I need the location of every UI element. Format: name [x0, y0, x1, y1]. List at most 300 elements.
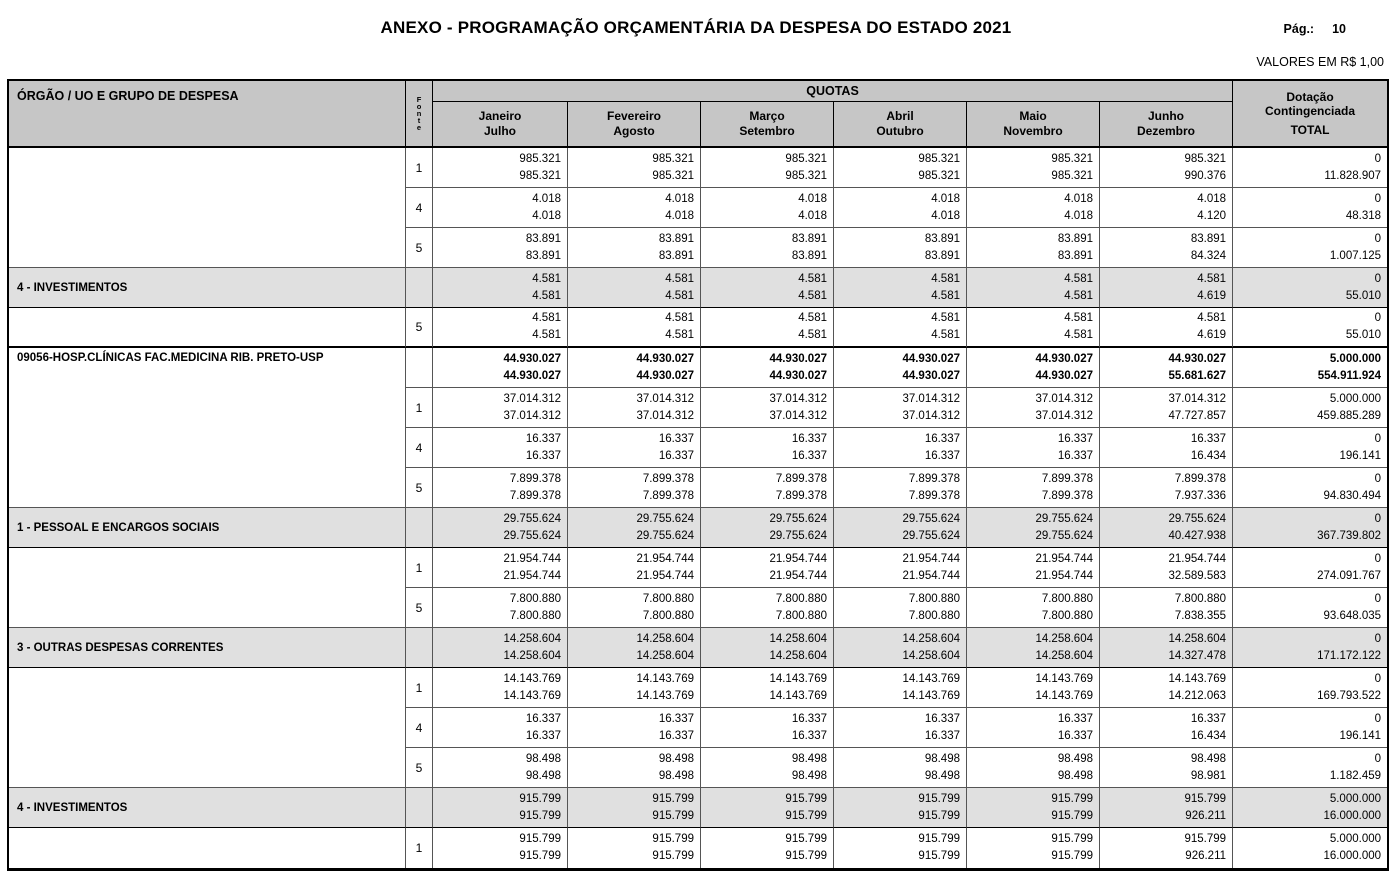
quota-cell [1100, 628, 1233, 668]
quota-cell [433, 668, 568, 708]
quota-first-semester: 7.899.378 [642, 472, 694, 485]
total-value: 459.885.289 [1317, 409, 1382, 422]
quota-first-semester: 37.014.312 [902, 392, 960, 405]
quota-cell [701, 228, 834, 268]
row-label-cell [9, 428, 406, 468]
quota-cell [701, 708, 834, 748]
total-cell [1233, 708, 1387, 748]
quota-second-semester: 37.014.312 [636, 409, 694, 422]
quota-second-semester: 14.143.769 [636, 689, 694, 702]
quota-second-semester: 915.799 [918, 809, 960, 822]
quota-first-semester: 4.018 [931, 192, 960, 205]
quota-second-semester: 4.018 [798, 209, 827, 222]
quota-second-semester: 44.930.027 [503, 369, 561, 382]
row-label-cell [9, 548, 406, 588]
quota-second-semester: 7.838.355 [1174, 609, 1227, 622]
quota-second-semester: 915.799 [918, 850, 960, 862]
total-cell [1233, 388, 1387, 428]
quota-cell [701, 188, 834, 228]
total-value: 55.010 [1345, 329, 1382, 341]
quota-cell [1100, 268, 1233, 308]
total-contingenciada: 5.000.000 [1329, 392, 1382, 405]
quota-second-semester: 4.018 [665, 209, 694, 222]
quota-first-semester: 14.143.769 [503, 672, 561, 685]
quota-second-semester: 7.800.880 [509, 609, 561, 622]
quota-second-semester: 985.321 [652, 169, 694, 182]
quota-cell [967, 188, 1100, 228]
row-label-cell [9, 268, 406, 308]
quota-second-semester: 29.755.624 [636, 529, 694, 542]
total-contingenciada: 0 [1374, 152, 1382, 165]
quota-second-semester: 83.891 [525, 249, 561, 262]
total-value: 171.172.122 [1317, 649, 1382, 662]
total-value: 196.141 [1339, 729, 1382, 742]
quota-second-semester: 14.258.604 [636, 649, 694, 662]
quota-cell [967, 508, 1100, 548]
quota-second-semester: 16.337 [791, 729, 827, 742]
quota-second-semester: 21.954.744 [503, 569, 561, 582]
quota-first-semester: 16.337 [658, 712, 694, 725]
quota-first-semester: 4.018 [798, 192, 827, 205]
quota-cell [433, 628, 568, 668]
quota-first-semester: 4.581 [931, 312, 960, 324]
total-cell [1233, 628, 1387, 668]
quota-first-semester: 915.799 [652, 833, 694, 845]
total-contingenciada: 0 [1374, 192, 1382, 205]
quota-second-semester: 21.954.744 [902, 569, 960, 582]
quota-cell [834, 748, 967, 788]
quota-second-semester: 32.589.583 [1168, 569, 1227, 582]
quota-first-semester: 4.581 [1197, 312, 1227, 324]
quota-cell [568, 668, 701, 708]
quota-cell [1100, 228, 1233, 268]
table-row [9, 588, 1387, 628]
quota-second-semester: 16.337 [791, 449, 827, 462]
quota-cell [568, 468, 701, 508]
quota-first-semester: 16.337 [1190, 712, 1227, 725]
quota-first-semester: 915.799 [918, 792, 960, 805]
fonte-cell [406, 548, 433, 588]
quota-cell [834, 708, 967, 748]
quota-second-semester: 21.954.744 [769, 569, 827, 582]
quota-first-semester: 83.891 [525, 232, 561, 245]
header-month-fev-ago: Fevereiro Agosto [568, 102, 701, 148]
quota-first-semester: 915.799 [785, 792, 827, 805]
total-contingenciada: 0 [1374, 232, 1382, 245]
quota-cell [568, 748, 701, 788]
total-value: 196.141 [1339, 449, 1382, 462]
table-row [9, 228, 1387, 268]
quota-first-semester: 14.258.604 [1035, 632, 1093, 645]
quota-first-semester: 7.899.378 [775, 472, 827, 485]
quota-second-semester: 915.799 [785, 809, 827, 822]
fonte-cell [406, 508, 433, 548]
quota-first-semester: 7.899.378 [1041, 472, 1093, 485]
row-label-cell [9, 348, 406, 388]
quota-cell [834, 548, 967, 588]
quota-second-semester: 14.143.769 [503, 689, 561, 702]
quota-second-semester: 7.800.880 [642, 609, 694, 622]
row-label-cell [9, 468, 406, 508]
quota-first-semester: 21.954.744 [636, 552, 694, 565]
quota-first-semester: 98.498 [924, 752, 960, 765]
quota-cell [701, 148, 834, 188]
quota-second-semester: 16.337 [658, 729, 694, 742]
quota-second-semester: 4.018 [931, 209, 960, 222]
quota-cell [967, 308, 1100, 348]
header-month-jan-jul: Janeiro Julho [433, 102, 568, 148]
quota-first-semester: 14.258.604 [769, 632, 827, 645]
total-value: 93.648.035 [1323, 609, 1382, 622]
values-unit-note: VALORES EM R$ 1,00 [1256, 55, 1384, 69]
row-label: 4 - INVESTIMENTOS [17, 801, 128, 814]
quota-cell [967, 228, 1100, 268]
quota-first-semester: 16.337 [525, 712, 561, 725]
page-title: ANEXO - PROGRAMAÇÃO ORÇAMENTÁRIA DA DESPESA DO ESTADO 2021 [380, 18, 1012, 37]
fonte-cell [406, 188, 433, 228]
quota-cell [433, 148, 568, 188]
header-month-jun-dez: Junho Dezembro [1100, 102, 1233, 148]
quota-cell [834, 628, 967, 668]
quota-cell [1100, 748, 1233, 788]
quota-second-semester: 55.681.627 [1168, 369, 1227, 382]
total-contingenciada: 0 [1374, 272, 1382, 285]
row-label-cell [9, 228, 406, 268]
quota-cell [701, 628, 834, 668]
quota-cell [1100, 588, 1233, 628]
quota-second-semester: 16.337 [658, 449, 694, 462]
quota-cell [701, 268, 834, 308]
fonte-value: 4 [415, 440, 423, 455]
total-cell [1233, 428, 1387, 468]
quota-second-semester: 29.755.624 [1035, 529, 1093, 542]
total-contingenciada: 5.000.000 [1329, 833, 1382, 845]
total-contingenciada: 0 [1374, 752, 1382, 765]
page-number-label: Pág.: [1283, 22, 1315, 36]
quota-cell [1100, 308, 1233, 348]
fonte-value: 1 [415, 160, 423, 175]
quota-cell [967, 668, 1100, 708]
header-month-mai-nov: Maio Novembro [967, 102, 1100, 148]
table-row [9, 348, 1387, 388]
quota-second-semester: 4.018 [1064, 209, 1093, 222]
fonte-cell [406, 348, 433, 388]
quota-second-semester: 37.014.312 [1035, 409, 1093, 422]
quota-second-semester: 7.899.378 [642, 489, 694, 502]
quota-first-semester: 915.799 [519, 833, 561, 845]
quota-second-semester: 83.891 [1057, 249, 1093, 262]
quota-second-semester: 985.321 [918, 169, 960, 182]
quota-second-semester: 915.799 [519, 850, 561, 862]
quota-cell [701, 388, 834, 428]
total-value: 16.000.000 [1323, 850, 1382, 862]
quota-cell [967, 148, 1100, 188]
quota-cell [433, 188, 568, 228]
row-label-cell [9, 708, 406, 748]
quota-cell [1100, 548, 1233, 588]
quota-cell [967, 708, 1100, 748]
quota-cell [701, 668, 834, 708]
quota-second-semester: 7.899.378 [775, 489, 827, 502]
quota-second-semester: 4.120 [1197, 209, 1227, 222]
quota-second-semester: 915.799 [1051, 809, 1093, 822]
total-value: 367.739.802 [1317, 529, 1382, 542]
quota-first-semester: 29.755.624 [769, 512, 827, 525]
quota-cell [433, 228, 568, 268]
quota-second-semester: 4.581 [798, 329, 827, 341]
total-cell [1233, 828, 1387, 868]
quota-first-semester: 985.321 [1051, 152, 1093, 165]
row-label-cell [9, 388, 406, 428]
quota-first-semester: 4.581 [532, 312, 561, 324]
row-label: 4 - INVESTIMENTOS [17, 281, 128, 294]
quota-first-semester: 915.799 [785, 833, 827, 845]
table-row [9, 468, 1387, 508]
quota-second-semester: 4.581 [931, 329, 960, 341]
quota-cell [834, 228, 967, 268]
quota-cell [701, 428, 834, 468]
quota-cell [433, 388, 568, 428]
fonte-cell [406, 308, 433, 348]
quota-first-semester: 14.143.769 [1035, 672, 1093, 685]
quota-second-semester: 14.258.604 [1035, 649, 1093, 662]
fonte-value: 5 [415, 480, 423, 495]
quota-first-semester: 4.581 [798, 272, 827, 285]
quota-first-semester: 21.954.744 [1168, 552, 1227, 565]
total-contingenciada: 0 [1374, 432, 1382, 445]
quota-first-semester: 985.321 [918, 152, 960, 165]
total-value: 94.830.494 [1323, 489, 1382, 502]
quota-first-semester: 7.899.378 [908, 472, 960, 485]
quota-cell [701, 548, 834, 588]
quota-first-semester: 37.014.312 [1035, 392, 1093, 405]
quota-second-semester: 7.899.378 [908, 489, 960, 502]
quota-first-semester: 16.337 [791, 712, 827, 725]
quota-cell [701, 588, 834, 628]
quota-first-semester: 4.581 [798, 312, 827, 324]
total-cell [1233, 508, 1387, 548]
quota-second-semester: 7.899.378 [509, 489, 561, 502]
quota-first-semester: 7.800.880 [908, 592, 960, 605]
quota-second-semester: 29.755.624 [503, 529, 561, 542]
row-label-cell [9, 628, 406, 668]
quota-cell [568, 268, 701, 308]
quota-second-semester: 14.327.478 [1168, 649, 1227, 662]
quota-first-semester: 915.799 [1051, 833, 1093, 845]
total-cell [1233, 268, 1387, 308]
table-body [9, 148, 1387, 868]
quota-second-semester: 44.930.027 [1035, 369, 1093, 382]
row-label-cell [9, 308, 406, 348]
header-month-abr-out: Abril Outubro [834, 102, 967, 148]
total-value: 48.318 [1345, 209, 1382, 222]
total-contingenciada: 0 [1374, 552, 1382, 565]
quota-first-semester: 14.258.604 [636, 632, 694, 645]
quota-second-semester: 990.376 [1184, 169, 1227, 182]
quota-cell [1100, 468, 1233, 508]
quota-first-semester: 4.018 [665, 192, 694, 205]
quota-second-semester: 14.258.604 [902, 649, 960, 662]
quota-first-semester: 14.143.769 [769, 672, 827, 685]
total-cell [1233, 308, 1387, 348]
row-label: 3 - OUTRAS DESPESAS CORRENTES [17, 641, 224, 654]
quota-first-semester: 83.891 [1057, 232, 1093, 245]
quota-second-semester: 98.498 [924, 769, 960, 782]
fonte-value: 5 [415, 320, 423, 334]
quota-cell [967, 468, 1100, 508]
quota-second-semester: 7.800.880 [775, 609, 827, 622]
quota-second-semester: 16.337 [1057, 729, 1093, 742]
quota-cell [1100, 428, 1233, 468]
quota-second-semester: 4.581 [798, 289, 827, 302]
quota-second-semester: 44.930.027 [636, 369, 694, 382]
quota-second-semester: 44.930.027 [902, 369, 960, 382]
quota-first-semester: 21.954.744 [769, 552, 827, 565]
quota-second-semester: 16.337 [924, 729, 960, 742]
total-cell [1233, 188, 1387, 228]
quota-cell [433, 348, 568, 388]
total-contingenciada: 0 [1374, 672, 1382, 685]
quota-first-semester: 83.891 [791, 232, 827, 245]
quota-first-semester: 44.930.027 [1168, 352, 1227, 365]
header-quotas: QUOTAS [433, 81, 1233, 102]
quota-cell [1100, 188, 1233, 228]
quota-second-semester: 98.498 [791, 769, 827, 782]
fonte-cell [406, 468, 433, 508]
quota-second-semester: 7.937.336 [1174, 489, 1227, 502]
quota-cell [568, 508, 701, 548]
quota-second-semester: 926.211 [1185, 850, 1227, 862]
table-row [9, 268, 1387, 308]
quota-second-semester: 44.930.027 [769, 369, 827, 382]
quota-cell [967, 428, 1100, 468]
quota-cell [834, 828, 967, 868]
quota-first-semester: 7.800.880 [509, 592, 561, 605]
total-value: 55.010 [1345, 289, 1382, 302]
row-label: 1 - PESSOAL E ENCARGOS SOCIAIS [17, 521, 220, 534]
quota-cell [568, 828, 701, 868]
quota-cell [433, 548, 568, 588]
fonte-cell [406, 268, 433, 308]
fonte-cell [406, 748, 433, 788]
row-label-cell [9, 788, 406, 828]
quota-first-semester: 16.337 [1190, 432, 1227, 445]
quota-first-semester: 83.891 [1190, 232, 1227, 245]
quota-cell [834, 388, 967, 428]
row-label: 09056-HOSP.CLÍNICAS FAC.MEDICINA RIB. PRETO-USP [17, 352, 324, 364]
quota-second-semester: 4.018 [532, 209, 561, 222]
quota-first-semester: 98.498 [791, 752, 827, 765]
fonte-value: 4 [415, 720, 423, 735]
quota-cell [1100, 828, 1233, 868]
table-row [9, 628, 1387, 668]
quota-first-semester: 14.143.769 [636, 672, 694, 685]
quota-second-semester: 21.954.744 [1035, 569, 1093, 582]
total-cell [1233, 748, 1387, 788]
quota-second-semester: 29.755.624 [902, 529, 960, 542]
quota-cell [701, 748, 834, 788]
quota-second-semester: 915.799 [519, 809, 561, 822]
row-label-cell [9, 828, 406, 868]
quota-second-semester: 4.581 [1064, 289, 1093, 302]
quota-second-semester: 7.800.880 [908, 609, 960, 622]
quota-cell [568, 308, 701, 348]
header-organ: ÓRGÃO / UO E GRUPO DE DESPESA [9, 81, 406, 148]
quota-cell [701, 308, 834, 348]
quota-cell [701, 788, 834, 828]
quota-cell [1100, 668, 1233, 708]
quota-second-semester: 83.891 [791, 249, 827, 262]
quota-second-semester: 37.014.312 [769, 409, 827, 422]
header-dotacao-contingenciada [1233, 81, 1387, 148]
quota-second-semester: 16.337 [525, 729, 561, 742]
table-row [9, 748, 1387, 788]
fonte-cell [406, 388, 433, 428]
quota-cell [433, 268, 568, 308]
quota-first-semester: 37.014.312 [636, 392, 694, 405]
quota-first-semester: 29.755.624 [902, 512, 960, 525]
quota-first-semester: 4.581 [1197, 272, 1227, 285]
quota-second-semester: 4.581 [931, 289, 960, 302]
quota-first-semester: 985.321 [652, 152, 694, 165]
quota-second-semester: 29.755.624 [769, 529, 827, 542]
quota-second-semester: 16.337 [924, 449, 960, 462]
quota-cell [568, 428, 701, 468]
quota-second-semester: 84.324 [1190, 249, 1227, 262]
fonte-cell [406, 228, 433, 268]
quota-first-semester: 16.337 [1057, 712, 1093, 725]
quota-first-semester: 98.498 [658, 752, 694, 765]
quota-first-semester: 21.954.744 [503, 552, 561, 565]
quota-second-semester: 7.899.378 [1041, 489, 1093, 502]
total-value: 169.793.522 [1317, 689, 1382, 702]
quota-first-semester: 44.930.027 [503, 352, 561, 365]
quota-cell [568, 188, 701, 228]
row-label-cell [9, 148, 406, 188]
quota-second-semester: 985.321 [519, 169, 561, 182]
quota-second-semester: 926.211 [1185, 809, 1227, 822]
quota-cell [967, 348, 1100, 388]
total-contingenciada: 5.000.000 [1329, 792, 1382, 805]
row-label-cell [9, 508, 406, 548]
quota-first-semester: 7.899.378 [509, 472, 561, 485]
page-number-block [1284, 22, 1346, 36]
quota-first-semester: 7.800.880 [642, 592, 694, 605]
table-header [9, 81, 1387, 148]
quota-second-semester: 14.212.063 [1168, 689, 1227, 702]
row-label-cell [9, 668, 406, 708]
quota-cell [1100, 708, 1233, 748]
quota-first-semester: 4.581 [1064, 272, 1093, 285]
quota-cell [568, 588, 701, 628]
quota-cell [834, 428, 967, 468]
quota-second-semester: 16.337 [525, 449, 561, 462]
quota-first-semester: 4.581 [1064, 312, 1093, 324]
total-contingenciada: 0 [1374, 312, 1382, 324]
quota-first-semester: 7.899.378 [1174, 472, 1227, 485]
quota-first-semester: 44.930.027 [636, 352, 694, 365]
header-dotacao-line1: Dotação [1286, 90, 1334, 104]
quota-cell [433, 508, 568, 548]
quota-cell [433, 588, 568, 628]
quota-second-semester: 985.321 [1051, 169, 1093, 182]
quota-cell [568, 228, 701, 268]
quota-first-semester: 16.337 [791, 432, 827, 445]
quota-second-semester: 40.427.938 [1168, 529, 1227, 542]
quota-second-semester: 98.498 [1057, 769, 1093, 782]
total-cell [1233, 588, 1387, 628]
quota-first-semester: 14.143.769 [1168, 672, 1227, 685]
